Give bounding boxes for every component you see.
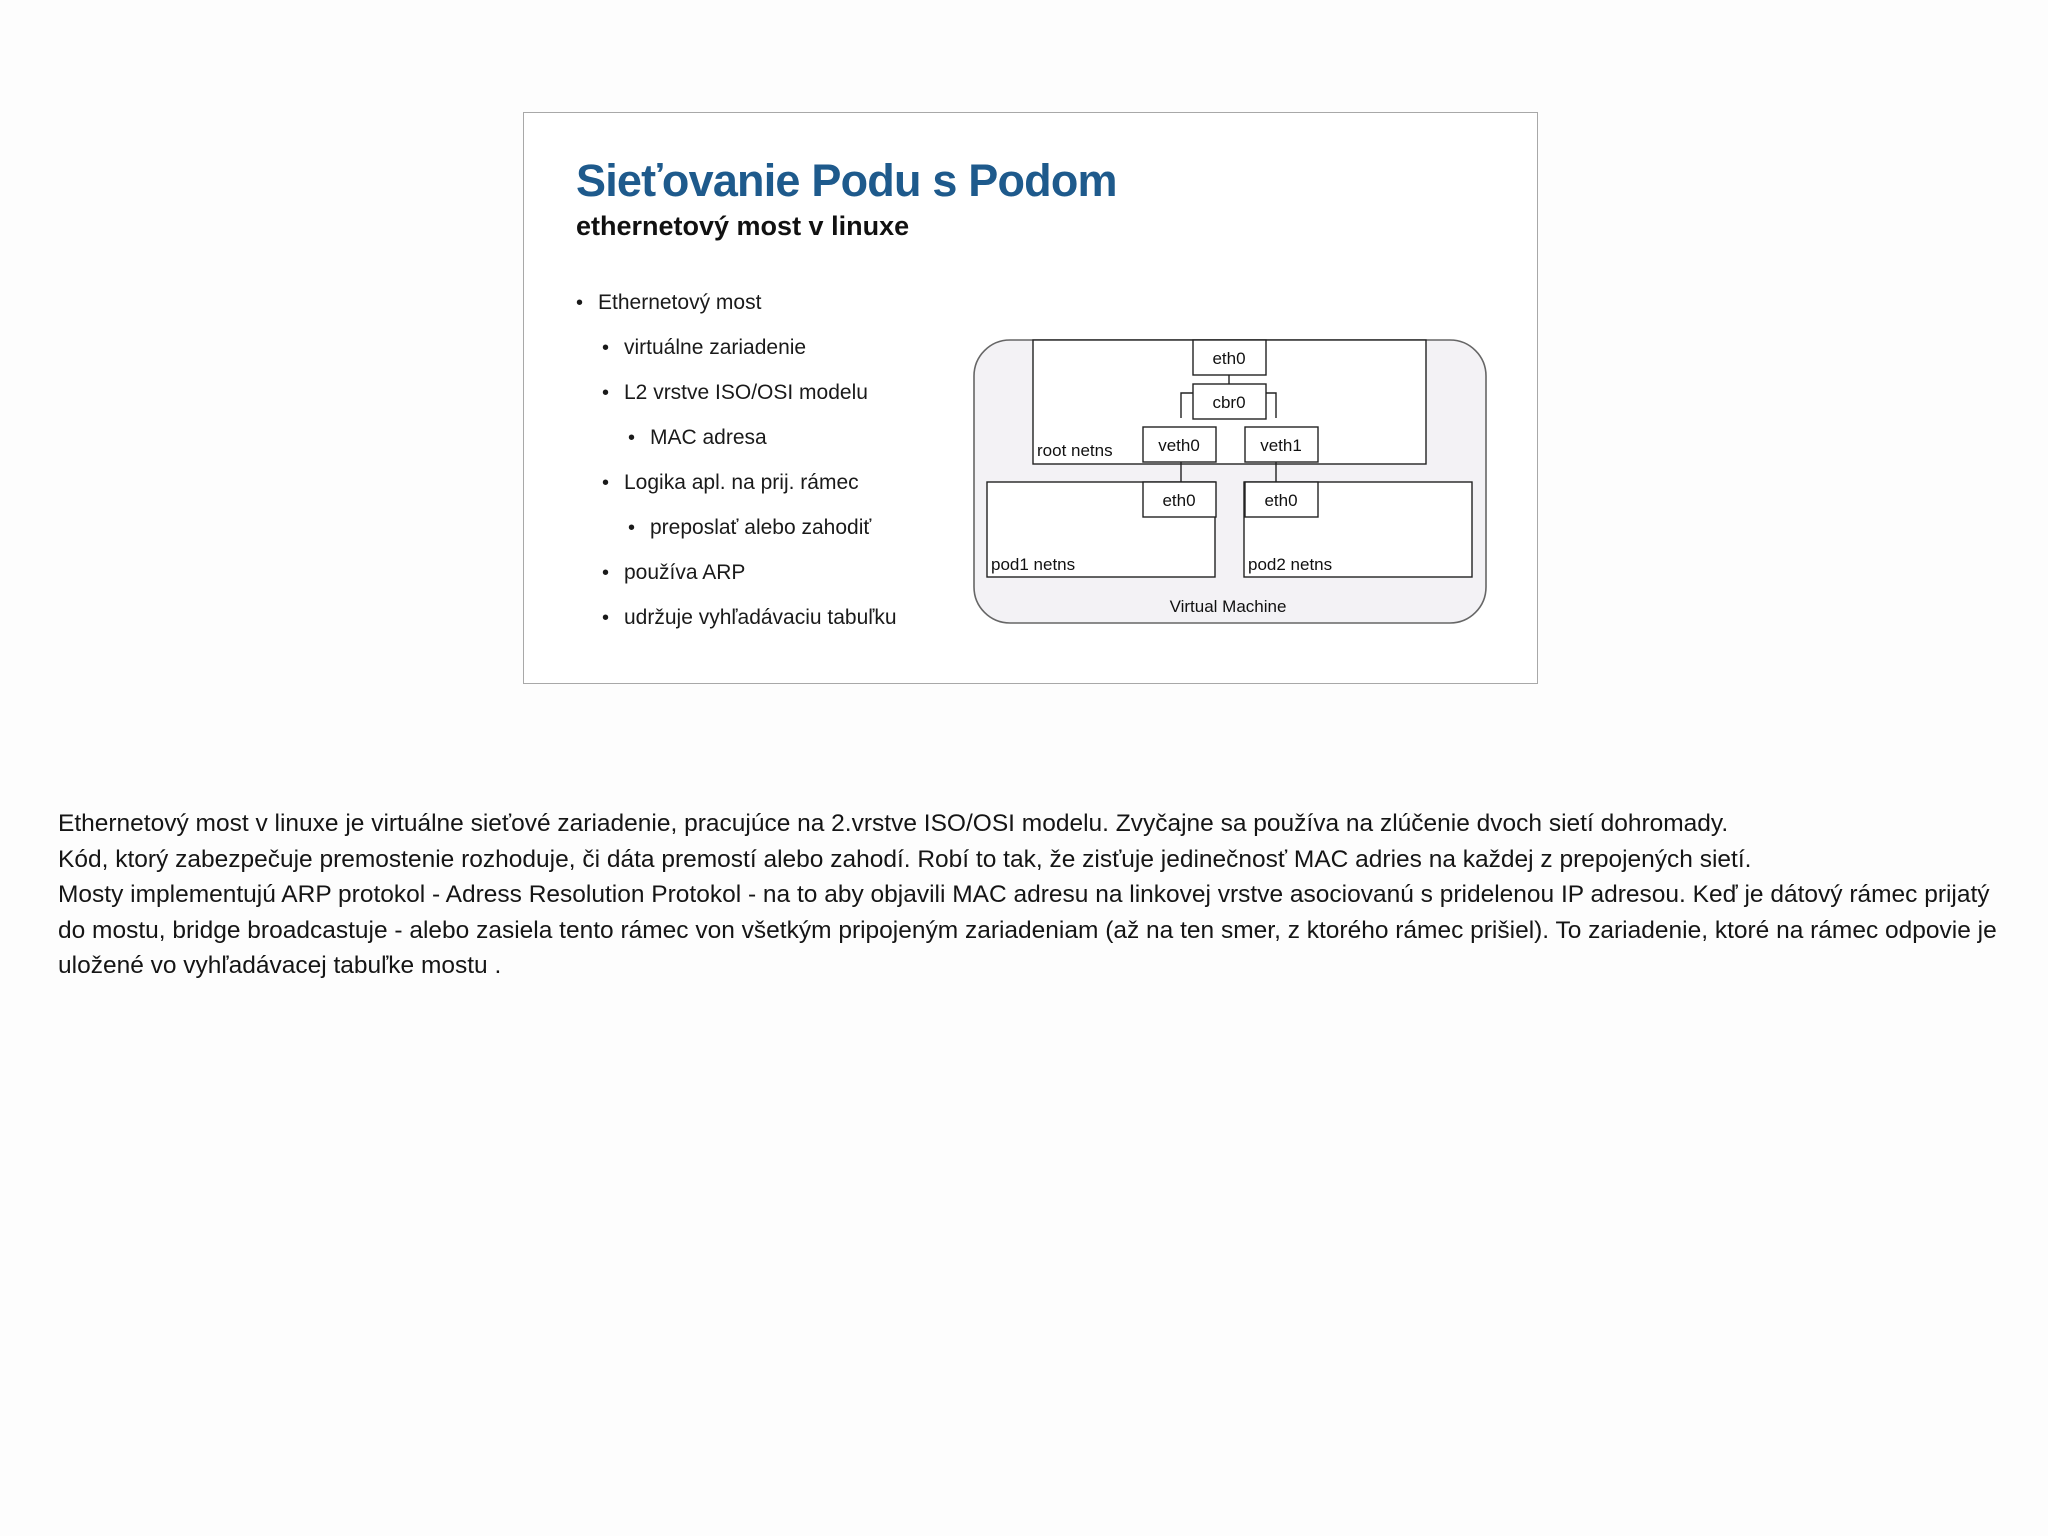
veth0-label: veth0 xyxy=(1158,436,1200,455)
bullet-item: • MAC adresa xyxy=(628,426,767,450)
notes-paragraph: Kód, ktorý zabezpečuje premostenie rozhoduje, či dáta premostí alebo zahodí. Robí to tak, že zisťuje jedinečnosť MAC adries na každej z prepojených sietí. xyxy=(58,845,1752,873)
presenter-notes xyxy=(58,806,2018,984)
root-netns-label: root netns xyxy=(1037,441,1113,460)
bullet-item: • udržuje vyhľadávaciu tabuľku xyxy=(602,606,897,630)
bullet-item: • Logika apl. na prij. rámec xyxy=(602,471,859,495)
pod2-netns-label: pod2 netns xyxy=(1248,555,1333,574)
notes-paragraph: Ethernetový most v linuxe je virtuálne sieťové zariadenie, pracujúce na 2.vrstve ISO/OSI modelu. Zvyčajne sa používa na zlúčenie dvoch sietí dohromady. xyxy=(58,810,1729,837)
network-diagram xyxy=(972,338,1492,628)
root-eth0-label: eth0 xyxy=(1212,349,1246,368)
bullet-item: • virtuálne zariadenie xyxy=(602,336,806,360)
bullet-item: • preposlať alebo zahodiť xyxy=(628,516,871,540)
slide-subtitle: ethernetový most v linuxe xyxy=(576,211,910,241)
bullet-item: • používa ARP xyxy=(602,561,745,585)
bullet-item: • L2 vrstve ISO/OSI modelu xyxy=(602,381,868,405)
pod2-eth0-label: eth0 xyxy=(1264,491,1298,510)
slide-title: Sieťovanie Podu s Podom xyxy=(576,155,1117,206)
bullet-item: • Ethernetový most xyxy=(576,291,761,315)
vm-label: Virtual Machine xyxy=(1169,597,1287,616)
veth1-label: veth1 xyxy=(1260,436,1302,455)
slide xyxy=(523,112,1538,684)
pod1-eth0-label: eth0 xyxy=(1162,491,1196,510)
notes-paragraph: Mosty implementujú ARP protokol - Adress Resolution Protokol - na to aby objavili MAC adresu na linkovej vrstve asociovanú s pridelenou IP adresou. Keď je dátový rámec prijatý do mostu, bridge broadcastuje - alebo zasiela tento rámec von všetkým pripojeným zariadeniam (až na ten smer, z ktorého rámec prišiel). To zariadenie, ktoré na rámec odpovie je uložené vo vyhľadávacej tabuľke mostu . xyxy=(58,881,1997,979)
pod1-netns-label: pod1 netns xyxy=(991,555,1076,574)
bridge-cbr0-label: cbr0 xyxy=(1212,393,1246,412)
